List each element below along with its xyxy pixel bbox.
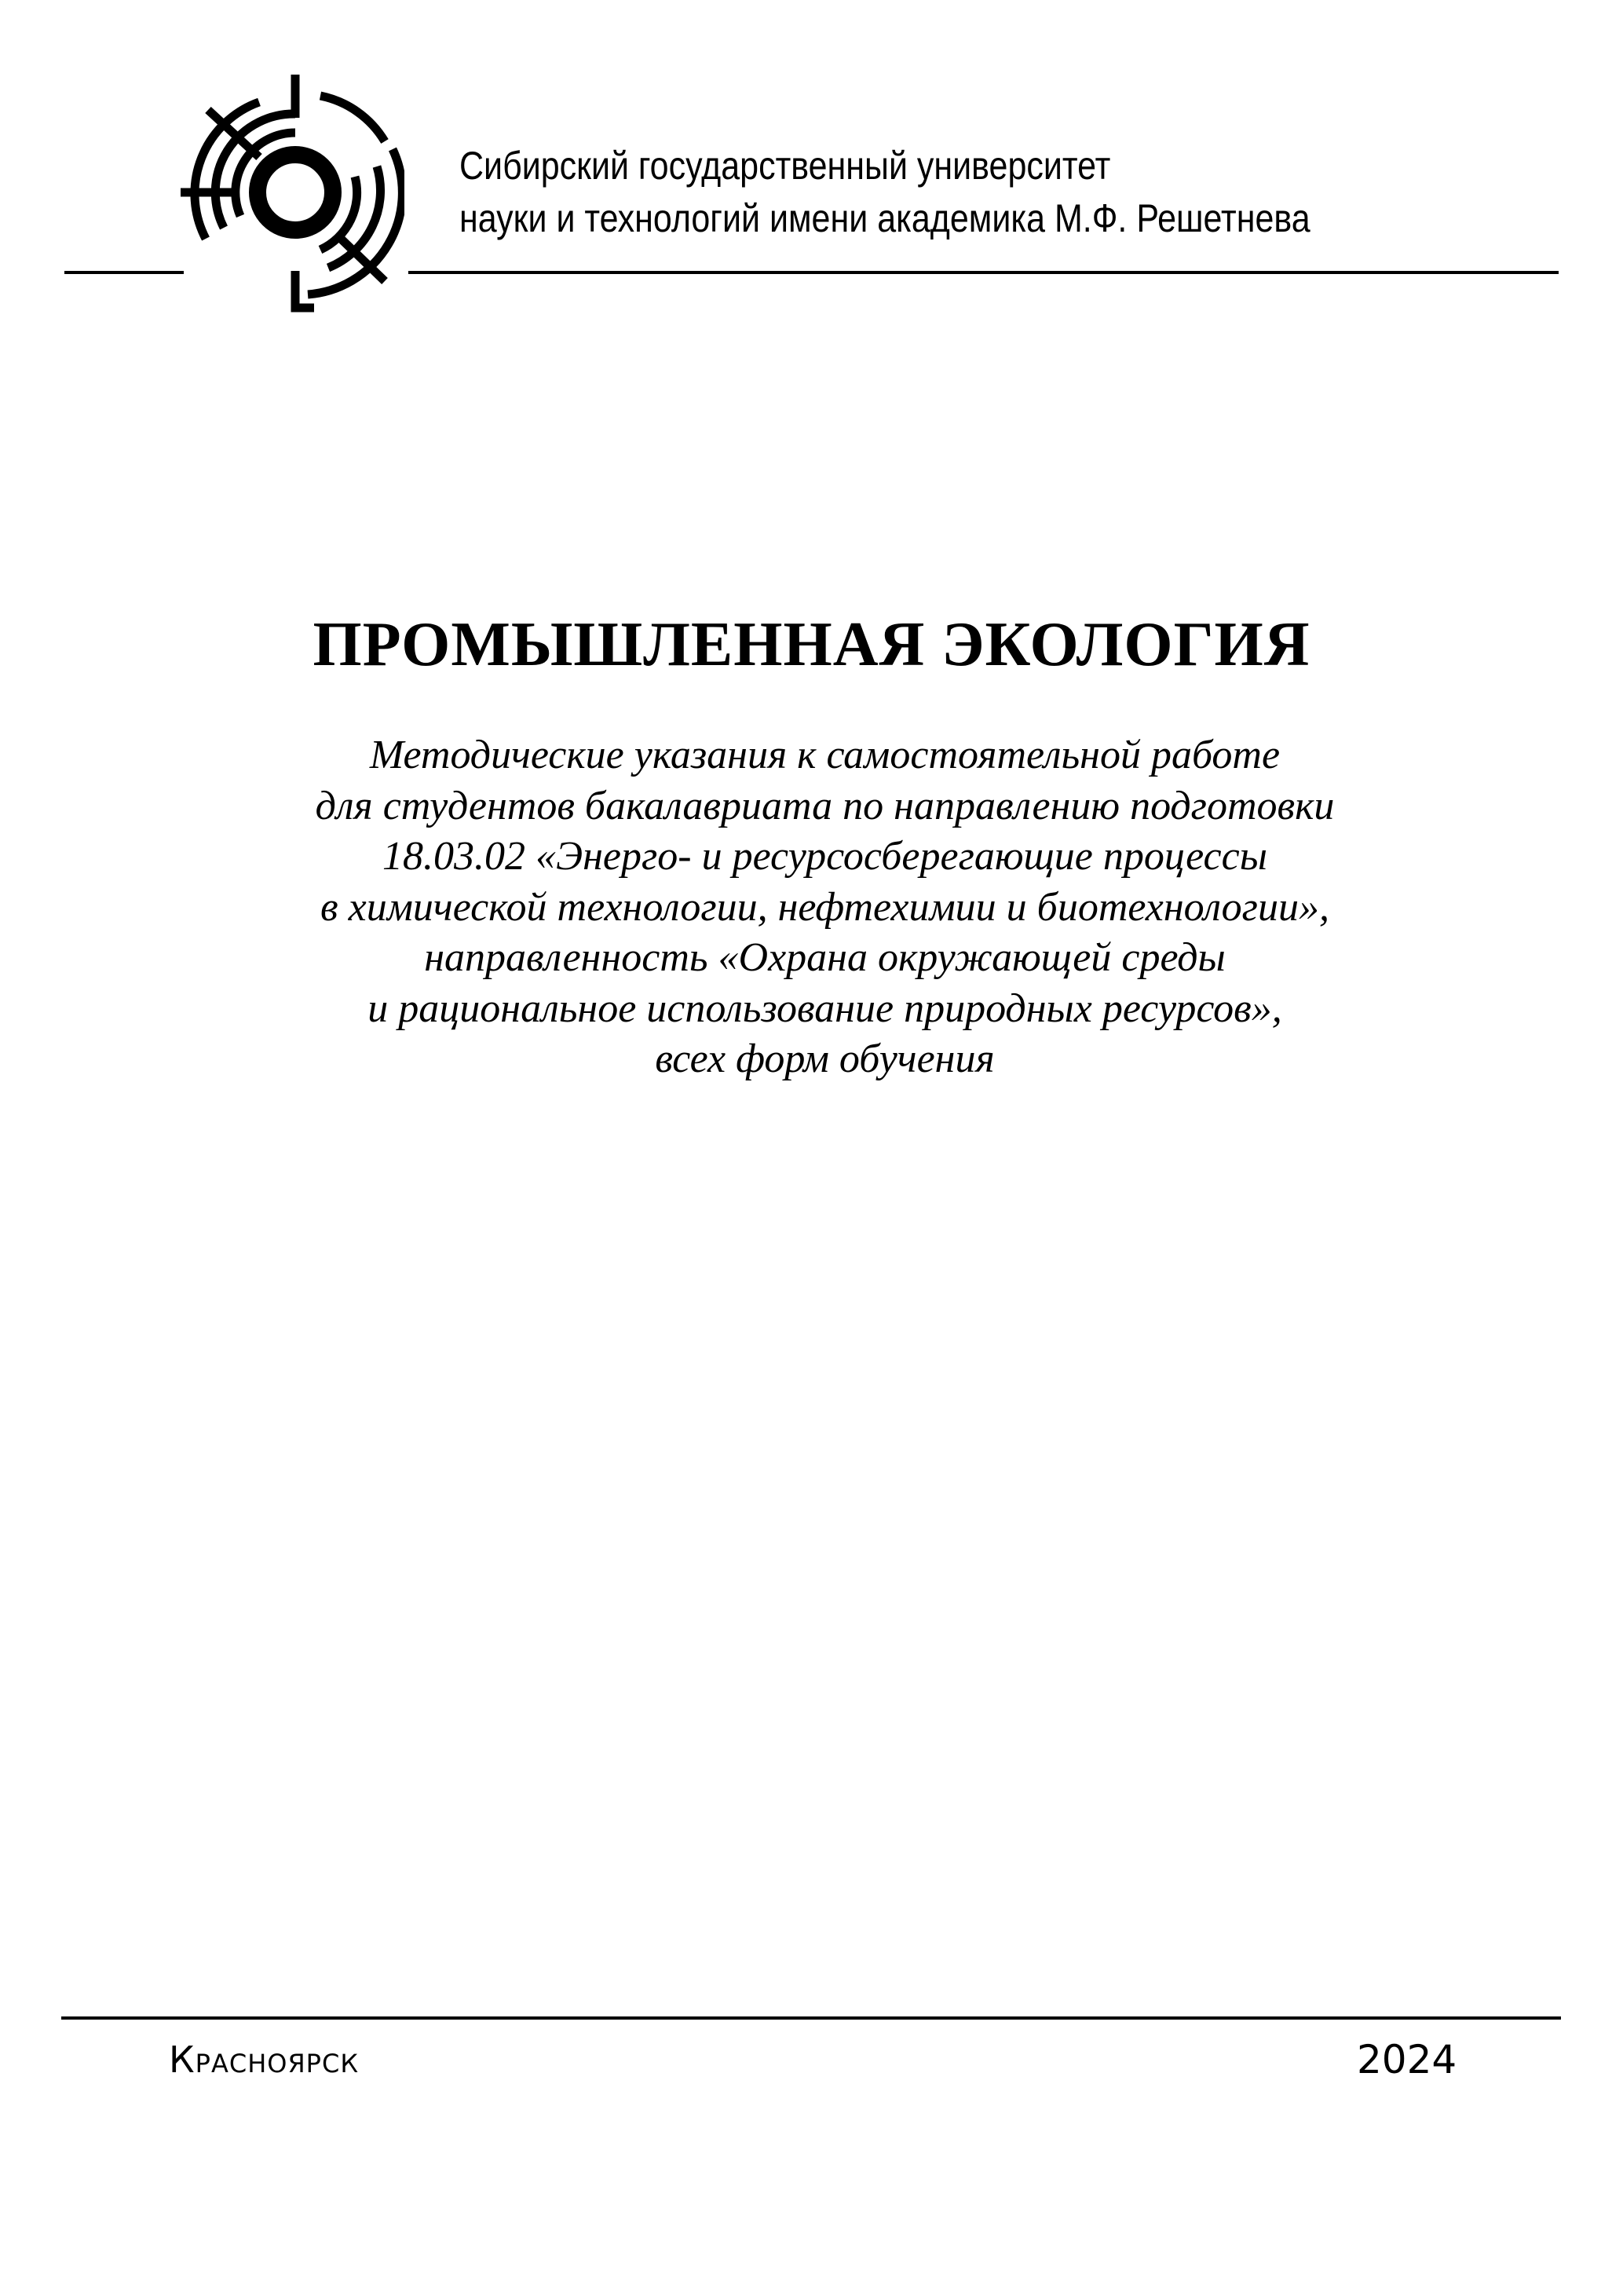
subtitle-line-4: в химической технологии, нефтехимии и биотехнологии»,: [320, 884, 1329, 930]
document-subtitle: [65, 730, 1585, 1085]
document-title: ПРОМЫШЛЕННАЯ ЭКОЛОГИЯ: [313, 610, 1310, 679]
subtitle-line-2: для студентов бакалавриата по направлению подготовки: [315, 783, 1335, 828]
footer-city: Красноярск: [169, 2038, 360, 2081]
header-rule-right: [408, 271, 1559, 274]
university-emblem-icon: [169, 75, 404, 318]
footer-rule: [61, 2016, 1561, 2020]
university-name-line-2: науки и технологий имени академика М.Ф. Решетнева: [459, 196, 1310, 240]
footer-year: 2024: [1357, 2037, 1457, 2082]
subtitle-line-3: 18.03.02 «Энерго- и ресурсосберегающие процессы: [382, 834, 1267, 879]
header-rule-left: [64, 271, 184, 274]
subtitle-line-5: направленность «Охрана окружающей среды: [424, 935, 1226, 980]
university-name: [459, 140, 1310, 245]
subtitle-line-7: всех форм обучения: [655, 1036, 995, 1081]
subtitle-line-1: Методические указания к самостоятельной работе: [369, 733, 1281, 777]
university-name-line-1: Сибирский государственный университет: [459, 144, 1111, 188]
subtitle-line-6: и рациональное использование природных ресурсов»,: [367, 985, 1282, 1031]
